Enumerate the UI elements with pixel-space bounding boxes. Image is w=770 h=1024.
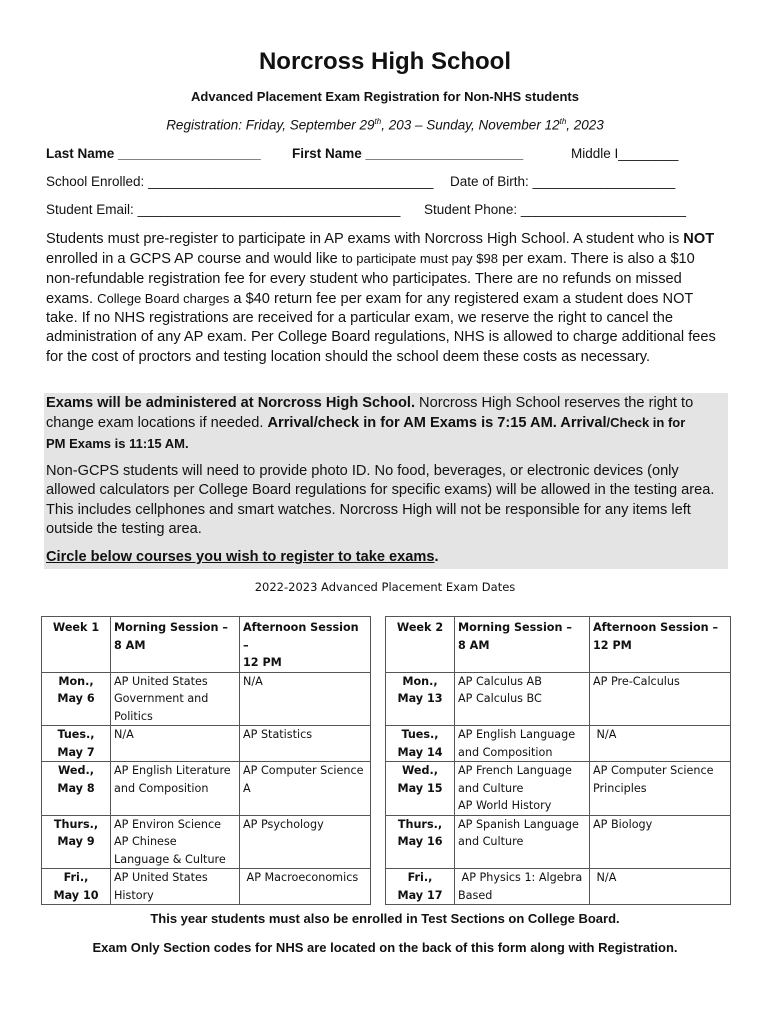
- table-row: [42, 672, 731, 726]
- day-cell: Fri., May 10: [42, 869, 111, 905]
- exam-cell[interactable]: AP United States History: [111, 869, 240, 905]
- exam-cell[interactable]: N/A: [590, 726, 731, 762]
- header-afternoon2: Afternoon Session – 12 PM: [590, 617, 731, 673]
- exam-cell[interactable]: AP Biology: [590, 815, 731, 869]
- exam-rules-notice: Non-GCPS students will need to provide photo ID. No food, beverages, or electronic devices (only allowed calculators per College Board regulations for specific exams) will be allowed in the testing area. This includes cellphones and smart watches. Norcross High will not be responsible for any items left outside the testing area.: [46, 463, 715, 537]
- exam-schedule-table: [41, 616, 731, 905]
- exam-cell[interactable]: N/A: [240, 672, 371, 726]
- circle-instructions: Circle below courses you wish to register to take exams.: [46, 549, 439, 565]
- day-cell: Tues., May 7: [42, 726, 111, 762]
- student-phone-field[interactable]: Student Phone: ______________________: [424, 202, 687, 217]
- day-cell: Wed., May 15: [386, 762, 455, 816]
- registration-policy-paragraph: Students must pre-register to participate in AP exams with Norcross High School. A student who is NOT enrolled in a GCPS AP course and would like to participate must pay $98 per exam. There is also a $10 non-refundable registration fee for every student who participates. There are no refunds on missed exams. College Board charges a $40 return fee per exam for any registered exam a student does NOT take. If no NHS registrations are received for a particular exam, we reserve the right to cancel the administration of any AP exam. Per College Board regulations, NHS is allowed to charge additional fees for the cost of proctors and testing location should the school deem these costs as necessary.: [46, 231, 716, 365]
- header-week2: Week 2: [386, 617, 455, 673]
- student-email-field[interactable]: Student Email: ___________________________________: [46, 202, 401, 217]
- exam-cell[interactable]: AP Physics 1: Algebra Based: [455, 869, 590, 905]
- day-cell: Fri., May 17: [386, 869, 455, 905]
- school-enrolled-field[interactable]: School Enrolled: ______________________________________: [46, 174, 434, 189]
- schedule-title: 2022-2023 Advanced Placement Exam Dates: [254, 580, 516, 594]
- exam-cell[interactable]: AP English Literature and Composition: [111, 762, 240, 816]
- date-of-birth-field[interactable]: Date of Birth: ___________________: [450, 174, 676, 189]
- exam-location-notice: Exams will be administered at Norcross High School. Norcross High School reserves the right to change exam locations if needed. Arrival/check in for AM Exams is 7:15 AM. Arrival/Check in for PM Exams is 11:15 AM.: [46, 395, 694, 451]
- table-header-row: [42, 617, 731, 673]
- page-title: Norcross High School: [258, 48, 512, 75]
- middle-initial-field[interactable]: Middle I________: [571, 146, 679, 161]
- exam-cell[interactable]: AP Calculus AB AP Calculus BC: [455, 672, 590, 726]
- footer-note-2: Exam Only Section codes for NHS are located on the back of this form along with Registration.: [92, 940, 678, 955]
- exam-cell[interactable]: AP Statistics: [240, 726, 371, 762]
- header-morning2: Morning Session – 8 AM: [455, 617, 590, 673]
- header-afternoon1: Afternoon Session – 12 PM: [240, 617, 371, 673]
- first-name-field[interactable]: First Name _____________________: [292, 146, 524, 161]
- header-week1: Week 1: [42, 617, 111, 673]
- table-row: [42, 815, 731, 869]
- table-row: [42, 762, 731, 816]
- exam-cell[interactable]: AP Psychology: [240, 815, 371, 869]
- table-row: [42, 869, 731, 905]
- last-name-field[interactable]: Last Name ___________________: [46, 146, 261, 161]
- header-morning1: Morning Session – 8 AM: [111, 617, 240, 673]
- registration-dates: Registration: Friday, September 29th, 203 – Sunday, November 12th, 2023: [166, 117, 604, 133]
- exam-cell[interactable]: AP United States Government and Politics: [111, 672, 240, 726]
- table-row: [42, 726, 731, 762]
- day-cell: Mon., May 6: [42, 672, 111, 726]
- day-cell: Tues., May 14: [386, 726, 455, 762]
- exam-cell[interactable]: AP English Language and Composition: [455, 726, 590, 762]
- day-cell: Thurs., May 9: [42, 815, 111, 869]
- day-cell: Thurs., May 16: [386, 815, 455, 869]
- footer-note-1: This year students must also be enrolled in Test Sections on College Board.: [150, 911, 620, 926]
- exam-cell[interactable]: AP French Language and Culture AP World History: [455, 762, 590, 816]
- form-subtitle: Advanced Placement Exam Registration for Non-NHS students: [191, 89, 579, 104]
- exam-cell[interactable]: AP Pre-Calculus: [590, 672, 731, 726]
- exam-cell[interactable]: AP Environ Science AP Chinese Language & Culture: [111, 815, 240, 869]
- day-cell: Mon., May 13: [386, 672, 455, 726]
- exam-cell[interactable]: AP Computer Science Principles: [590, 762, 731, 816]
- exam-cell[interactable]: AP Macroeconomics: [240, 869, 371, 905]
- exam-cell[interactable]: AP Computer Science A: [240, 762, 371, 816]
- day-cell: Wed., May 8: [42, 762, 111, 816]
- exam-cell[interactable]: N/A: [590, 869, 731, 905]
- exam-cell[interactable]: AP Spanish Language and Culture: [455, 815, 590, 869]
- exam-cell[interactable]: N/A: [111, 726, 240, 762]
